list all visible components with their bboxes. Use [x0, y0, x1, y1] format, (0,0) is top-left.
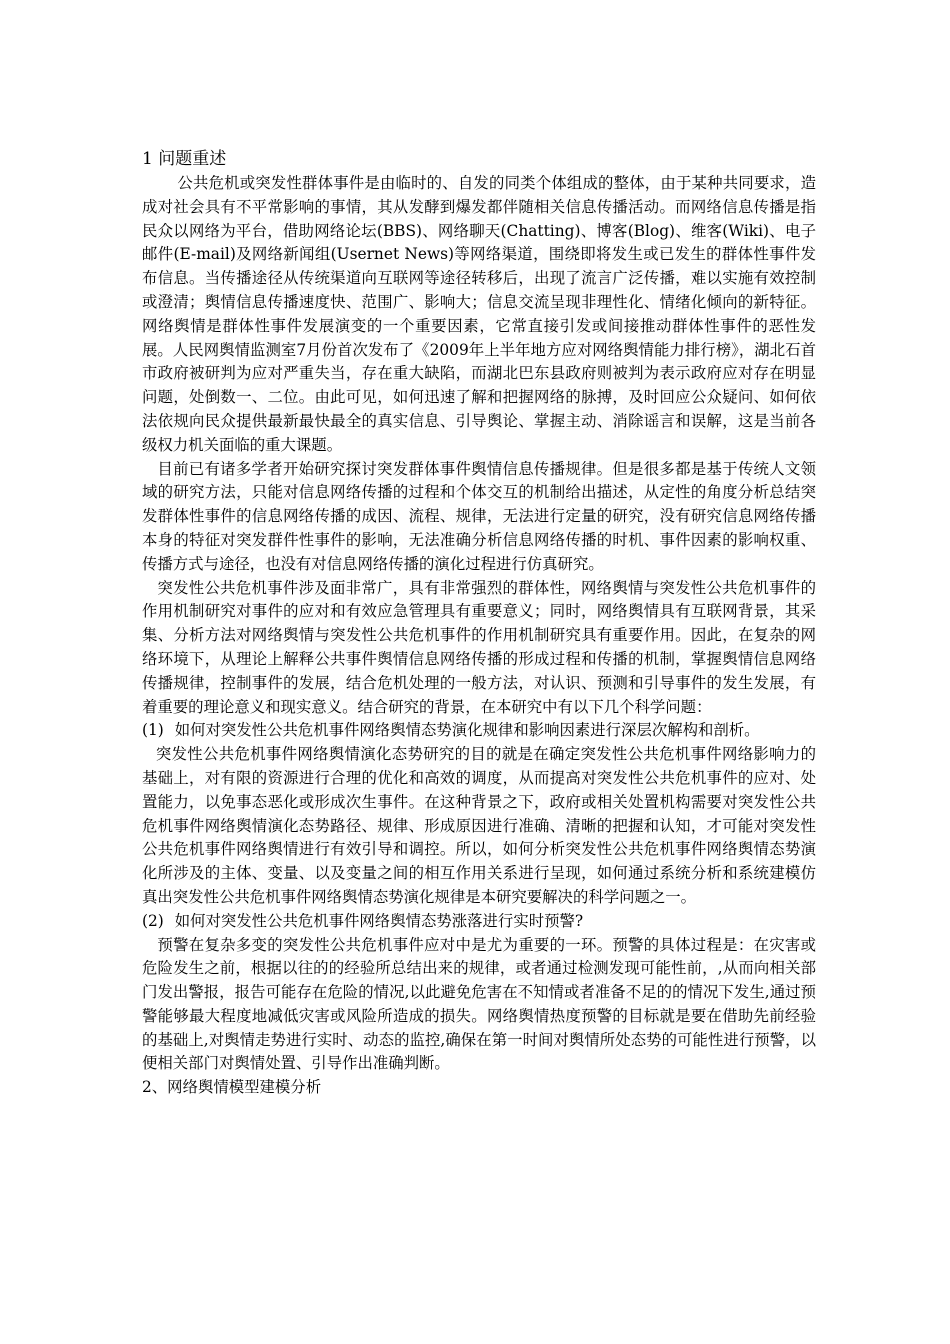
paragraph-research-status: 目前已有诸多学者开始研究探讨突发群体事件舆情信息传播规律。但是很多都是基于传统人文领域的研究方法，只能对信息网络传播的过程和个体交互的机制给出描述，从定性的角度分析总结突发群体性事件的信息网络传播的成因、流程、规律，无法进行定量的研究，没有研究信息网络传播本身的特征对突发群件性事件的影响，无法准确分析信息网络传播的时机、事件因素的影响权重、传播方式与途径，也没有对信息网络传播的演化过程进行仿真研究。 [142, 459, 816, 573]
paragraph-background: 公共危机或突发性群体事件是由临时的、自发的同类个体组成的整体，由于某种共同要求，造成对社会具有不平常影响的事情，其从发酵到爆发都伴随相关信息传播活动。而网络信息传播是指民众以网络为平台，借助网络论坛(BBS)、网络聊天(Chatting)、博客(Blog)、维客(Wiki)、电子邮件(E-mail)及网络新闻组(Usernet News)等网络渠道，围绕即将发生或已发生的群体性事件发布信息。当传播途径从传统渠道向互联网等途径转移后，出现了流言广泛传播，难以实施有效控制或澄清；舆情信息传播速度快、范围广、影响大；信息交流呈现非理性化、情绪化倾向的新特征。网络舆情是群体性事件发展演变的一个重要因素，它常直接引发或间接推动群体性事件的恶性发展。人民网舆情监测室7月份首次发布了《2009年上半年地方应对网络舆情能力排行榜》，湖北石首市政府被研判为应对严重失当，存在重大缺陷，而湖北巴东县政府则被判为表示政府应对存在明显问题，处倒数一、二位。由此可见，如何迅速了解和把握网络的脉搏，及时回应公众疑问、如何依法依规向民众提供最新最快最全的真实信息、引导舆论、掌握主动、消除谣言和误解，这是当前各级权力机关面临的重大课题。 [142, 174, 816, 454]
question-1-number: (1) [142, 721, 164, 740]
section-1-title: 1 问题重述 [142, 149, 227, 169]
paragraph-question-2-detail: 预警在复杂多变的突发性公共危机事件应对中是尤为重要的一环。预警的具体过程是：在灾害或危险发生之前，根据以往的的经验所总结出来的规律，或者通过检测发现可能性前，,从而向相关部门发出警报，报告可能存在危险的情况,以此避免危害在不知情或者准备不足的的情况下发生,通过预警能够最大程度地减低灾害或风险所造成的损失。网络舆情热度预警的目标就是要在借助先前经验的基础上,对舆情走势进行实时、动态的监控,确保在第一时间对舆情所处态势的可能性进行预警，以便相关部门对舆情处置、引导作出准确判断。 [142, 935, 816, 1073]
question-2-text: 如何对突发性公共危机事件网络舆情态势涨落进行实时预警? [174, 911, 584, 930]
question-1-text: 如何对突发性公共危机事件网络舆情态势演化规律和影响因素进行深层次解构和剖析。 [174, 721, 760, 740]
question-2-number: (2) [142, 911, 164, 930]
question-2 [142, 910, 816, 934]
paragraph-significance: 突发性公共危机事件涉及面非常广，具有非常强烈的群体性，网络舆情与突发性公共危机事件的作用机制研究对事件的应对和有效应急管理具有重要意义；同时，网络舆情具有互联网背景，其采集、分析方法对网络舆情与突发性公共危机事件的作用机制研究具有重要作用。因此，在复杂的网络环境下，从理论上解释公共事件舆情信息网络传播的形成过程和传播的机制，掌握舆情信息网络传播规律，控制事件的发展，结合危机处理的一般方法，对认识、预测和引导事件的发生发展，有着重要的理论意义和现实意义。结合研究的背景，在本研究中有以下几个科学问题： [142, 578, 816, 716]
question-1 [142, 719, 816, 743]
section-2-title: 2、网络舆情模型建模分析 [142, 1078, 322, 1097]
paragraph-question-1-detail: 突发性公共危机事件网络舆情演化态势研究的目的就是在确定突发性公共危机事件网络影响力的基础上，对有限的资源进行合理的优化和高效的调度，从而提高对突发性公共危机事件的应对、处置能力，以免事态恶化或形成次生事件。在这种背景之下，政府或相关处置机构需要对突发性公共危机事件网络舆情演化态势路径、规律、形成原因进行准确、清晰的把握和认知，才可能对突发性公共危机事件网络舆情进行有效引导和调控。所以，如何分析突发性公共危机事件网络舆情态势演化所涉及的主体、变量、以及变量之间的相互作用关系进行呈现，如何通过系统分析和系统建模仿真出突发性公共危机事件网络舆情态势演化规律是本研究要解决的科学问题之一。 [142, 745, 816, 906]
document-page [142, 148, 816, 1100]
